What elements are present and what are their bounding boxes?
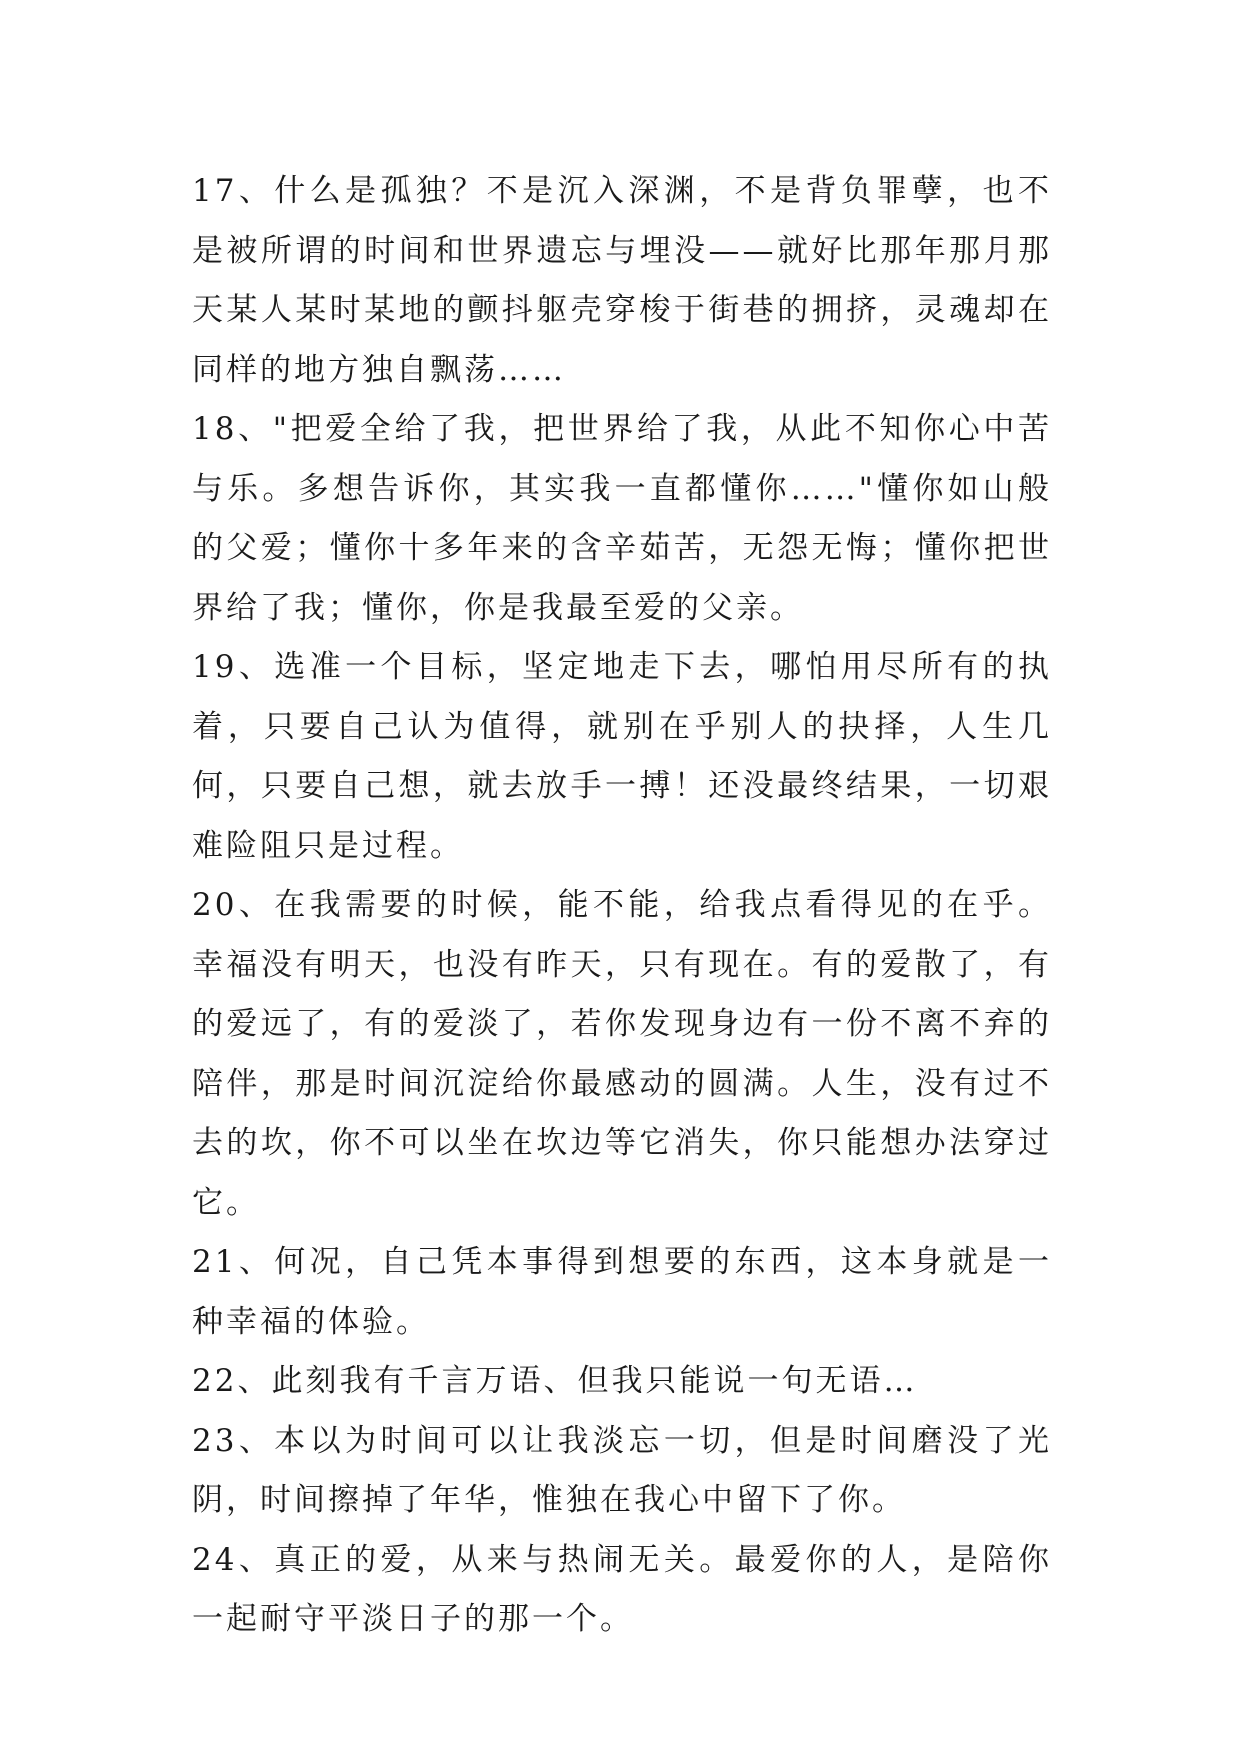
- quote-entry-18: 18、"把爱全给了我，把世界给了我，从此不知你心中苦与乐。多想告诉你，其实我一直都懂你……"懂你如山般的父爱；懂你十多年来的含辛茹苦，无怨无悔；懂你把世界给了我；懂你，你是我最至爱的父亲。: [192, 411, 1052, 626]
- quote-entry-23: 23、本以为时间可以让我淡忘一切，但是时间磨没了光阴，时间擦掉了年华，惟独在我心中留下了你。: [192, 1422, 1052, 1518]
- quote-entry-17: 17、什么是孤独？不是沉入深渊，不是背负罪孽，也不是被所谓的时间和世界遗忘与埋没——就好比那年那月那天某人某时某地的颤抖躯壳穿梭于街巷的拥挤，灵魂却在同样的地方独自飘荡……: [192, 173, 1052, 388]
- document-body: [192, 162, 1052, 1650]
- quote-entry-22: 22、此刻我有千言万语、但我只能说一句无语…: [192, 1363, 918, 1399]
- quote-entry-19: 19、选准一个目标，坚定地走下去，哪怕用尽所有的执着，只要自己认为值得，就别在乎别人的抉择，人生几何，只要自己想，就去放手一搏！还没最终结果，一切艰难险阻只是过程。: [192, 649, 1052, 864]
- quote-entry-24: 24、真正的爱，从来与热闹无关。最爱你的人，是陪你一起耐守平淡日子的那一个。: [192, 1541, 1052, 1637]
- quote-entry-21: 21、何况，自己凭本事得到想要的东西，这本身就是一种幸福的体验。: [192, 1244, 1052, 1340]
- quote-entry-20: 20、在我需要的时候，能不能，给我点看得见的在乎。幸福没有明天，也没有昨天，只有现在。有的爱散了，有的爱远了，有的爱淡了，若你发现身边有一份不离不弃的陪伴，那是时间沉淀给你最感动的圆满。人生，没有过不去的坎，你不可以坐在坎边等它消失，你只能想办法穿过它。: [192, 887, 1052, 1221]
